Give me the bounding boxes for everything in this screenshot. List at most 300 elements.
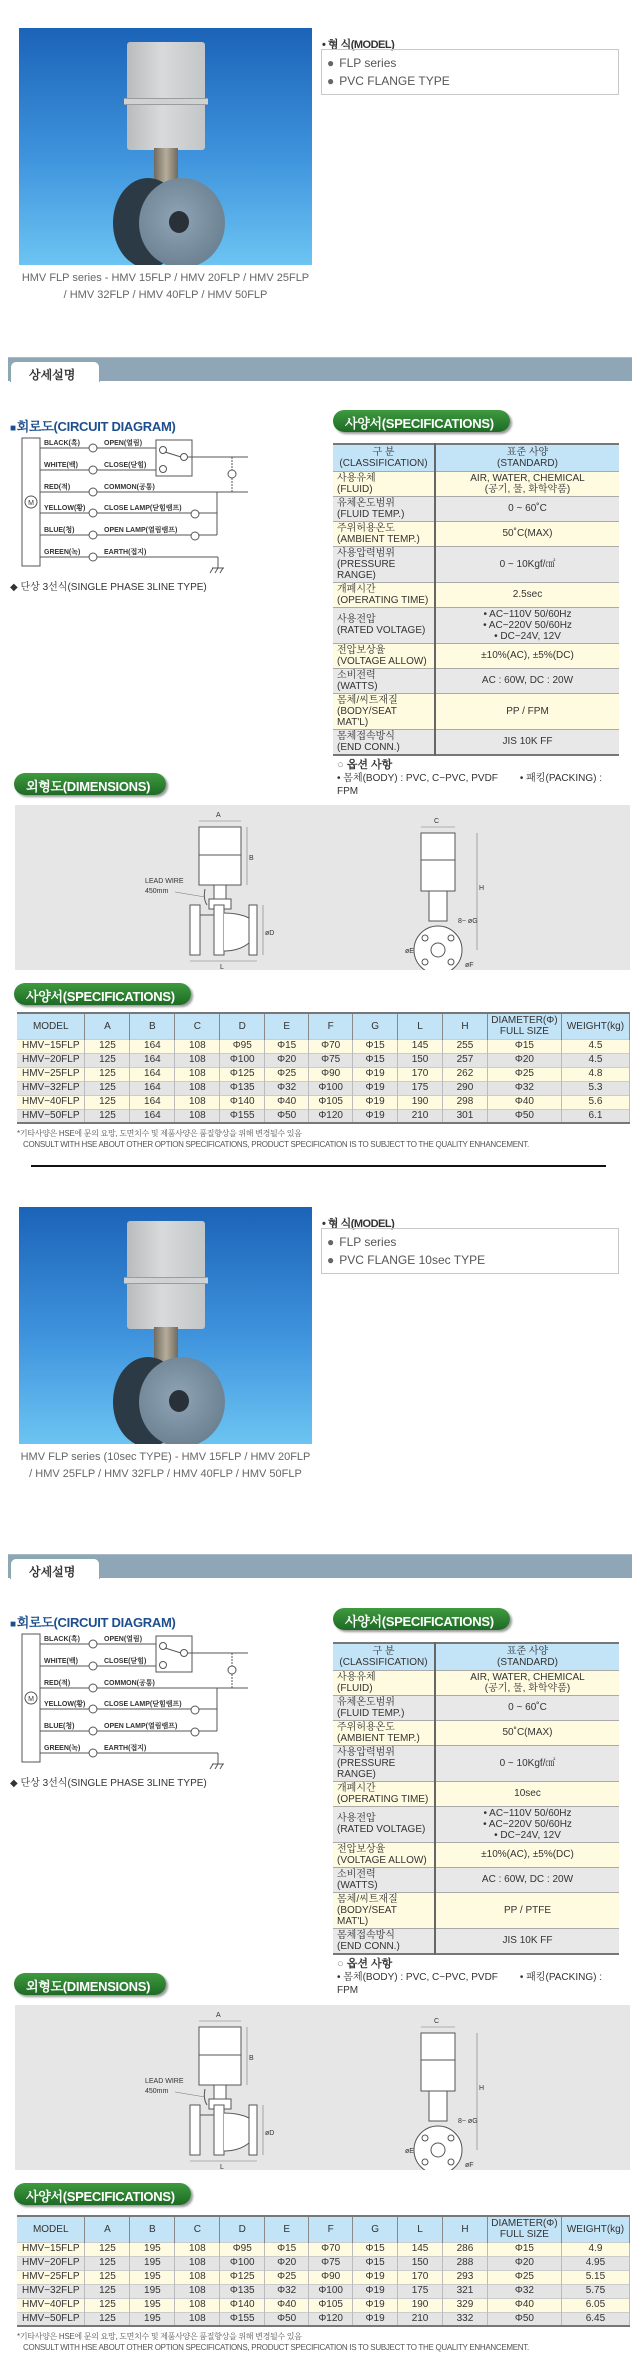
spec-row [333,729,619,755]
column-header: D [220,2216,265,2242]
spec-label-ko: 개폐시간 [337,583,376,595]
spec-value: • DC−24V, 12V [494,630,561,642]
circuit-wire [40,547,146,561]
spec-label-en: (PRESSURE RANGE) [337,1757,396,1780]
spec-label-en: (FLUID TEMP.) [337,1707,405,1719]
column-header [333,1643,435,1670]
table-cell: 190 [398,2298,443,2312]
spec-label-ko: 몸체/씨트재질 [337,694,398,706]
option-item: • 몸체(BODY) : PVC, C−PVC, PVDF [337,772,498,784]
table-cell: Φ140 [220,2298,265,2312]
terminal-icon [89,1684,97,1692]
wire-function-label: CLOSE(닫힘) [104,462,147,469]
model-cell: HMV−20FLP [17,2256,85,2270]
ac-source-icon [228,1666,236,1674]
circuit-diagram-title: ■ 회로도(CIRCUIT DIAGRAM) [10,1612,176,1631]
circuit-note: ◆ 단상 3선식(SINGLE PHASE 3LINE TYPE) [10,1778,207,1789]
column-header: MODEL [17,2216,85,2242]
table-cell: 125 [85,2284,130,2298]
dimension-label-b: B [249,2055,254,2062]
dimension-label-lead: LEAD WIRE [145,878,184,885]
dimension-label-e: øE [405,948,414,955]
table-cell: Φ20 [265,2256,309,2270]
dimension-label-c: C [434,818,440,825]
table-cell: Φ19 [353,1109,398,1123]
section-divider [31,1165,606,1167]
model-item: ● PVC FLANGE 10sec TYPE [327,1251,613,1269]
spec-label-en: (RATED VOLTAGE) [337,625,426,636]
dimension-label-f: øF [465,962,474,969]
table-cell: 125 [85,1039,130,1053]
spec-row [333,1670,619,1695]
wire-function-label: OPEN LAMP(열림램프) [104,1723,178,1730]
table-cell: Φ15 [265,1039,309,1053]
wire-color-label: WHITE(백) [44,1658,78,1665]
options-title: ○ 옵션 사항 [337,759,619,772]
table-cell: 4.8 [561,1067,629,1081]
actuator-image [127,42,205,150]
spec-label-ko: 주위허용온도 [337,522,395,534]
terminal-icon [89,531,97,539]
spec-label-en: (PRESSURE RANGE) [337,558,396,581]
options [333,1958,619,1997]
dimension-label-h: H [479,885,485,892]
circuit-diagram [0,436,260,586]
header-en: (CLASSIFICATION) [339,1656,428,1668]
dimensions-panel [15,805,630,970]
table-cell: Φ32 [265,2284,309,2298]
terminal-icon [89,509,97,517]
table-row [17,2312,630,2326]
wire-color-label: RED(적) [44,1680,71,1687]
table-cell: Φ120 [309,2312,353,2326]
wire-color-label: BLACK(흑) [44,440,80,447]
table-cell: 170 [398,1067,443,1081]
model-cell: HMV−15FLP [17,2242,85,2256]
dimension-drawing [15,805,630,970]
table-cell: 125 [85,2270,130,2284]
table-cell: 288 [443,2256,488,2270]
spec-label-en: (FLUID) [337,483,373,495]
footnote [17,2331,630,2353]
product-photo [19,28,312,265]
terminal-icon [89,1727,97,1735]
spec-value: ±10%(AC), ±5%(DC) [481,650,574,661]
dimensions-title: 외형도(DIMENSIONS) [14,1973,166,1995]
table-cell: Φ40 [487,2298,561,2312]
dimension-label-g: 8− øG [458,918,478,925]
table-cell: 125 [85,1053,130,1067]
spec-row [333,1928,619,1954]
table-cell: 255 [443,1039,488,1053]
spec-label-en: (WATTS) [337,1879,378,1891]
spec-label-ko: 사용유체 [337,1671,376,1683]
dimension-label-h: H [479,2085,485,2092]
table-cell: Φ90 [309,2270,353,2284]
column-header: B [130,2216,175,2242]
circuit-wire [40,1699,182,1713]
spec-row [333,1781,619,1806]
dimension-label-lead: LEAD WIRE [145,2078,184,2085]
dimension-label-a: A [216,812,221,819]
spec-row [333,1892,619,1928]
terminal-icon [89,1640,97,1648]
circuit-wire [40,503,182,517]
wire-color-label: YELLOW(황) [44,1701,86,1708]
table-cell: Φ19 [353,2284,398,2298]
wire-color-label: GREEN(녹) [44,1745,81,1752]
column-header: G [353,1013,398,1039]
table-cell: Φ15 [353,2242,398,2256]
product-caption: HMV FLP series (10sec TYPE) - HMV 15FLP / HMV 20FLP / HMV 25FLP / HMV 32FLP / HMV 40FLP / HMV 50FLP [20,1451,311,1480]
model-box [321,49,619,95]
spec-value: JIS 10K FF [502,1935,553,1946]
product-photo [19,1207,312,1444]
table-cell: 108 [175,2256,220,2270]
spec-row [333,1745,619,1781]
table-cell: Φ15 [487,2242,561,2256]
table-cell: Φ40 [265,1095,309,1109]
wire-color-label: GREEN(녹) [44,549,81,556]
table-row [17,2256,630,2270]
table-cell: Φ125 [220,1067,265,1081]
table-cell: 108 [175,2284,220,2298]
dimension-label-l: L [220,2164,224,2170]
circuit-wire [40,1656,146,1670]
column-header [435,1643,619,1670]
dimension-label-e: øE [405,2148,414,2155]
dimension-label-l: L [220,964,224,970]
column-header: H [443,1013,488,1039]
footnote-en: CONSULT WITH HSE ABOUT OTHER OPTION SPECIFICATIONS, PRODUCT SPECIFICATION IS TO SUBJECT TO THE QUALITY ENHANCEMENT. [23,1140,529,1149]
model-item: ● FLP series [327,54,613,72]
table-cell: 332 [443,2312,488,2326]
spec-row [333,1806,619,1842]
model-cell: HMV−50FLP [17,2312,85,2326]
spec-label-en: (BODY/SEAT MAT'L) [337,1904,397,1927]
dimension-label-lead_len: 450mm [145,888,169,895]
tab-detail-description[interactable]: 상세설명 [10,1558,100,1579]
model-cell: HMV−40FLP [17,1095,85,1109]
table-cell: 195 [130,2298,175,2312]
footnote-ko: *기타사양은 HSE에 문의 요망, 도면치수 및 제품사양은 품질향상을 위해 변경될수 있음 [17,2332,302,2341]
spec-label-ko: 소비전력 [337,669,376,681]
dimension-drawing [15,2005,630,2170]
column-header: A [85,2216,130,2242]
spec-value: AIR, WATER, CHEMICAL [470,472,585,484]
table-cell: Φ50 [265,1109,309,1123]
spec-value: JIS 10K FF [502,736,553,747]
spec-value: ±10%(AC), ±5%(DC) [481,1849,574,1860]
spec-row [333,693,619,729]
terminal-icon [89,1705,97,1713]
table-cell: Φ19 [353,1081,398,1095]
detail-tab-bar [8,357,632,381]
wire-color-label: BLUE(청) [44,1723,75,1730]
model-cell: HMV−32FLP [17,2284,85,2298]
table-cell: Φ155 [220,1109,265,1123]
circuit-diagram [0,1632,260,1782]
dimension-label-b: B [249,855,254,862]
spec-value: • DC−24V, 12V [494,1829,561,1841]
footnote-en: CONSULT WITH HSE ABOUT OTHER OPTION SPECIFICATIONS, PRODUCT SPECIFICATION IS TO SUBJECT TO THE QUALITY ENHANCEMENT. [23,2343,529,2352]
spec-label-ko: 사용압력범위 [337,547,395,559]
dimension-label-f: øF [465,2162,474,2169]
wire-function-label: COMMON(공통) [104,1680,155,1687]
table-row [17,1067,630,1081]
spec-label-ko: 유체온도범위 [337,497,395,509]
spec-label-en: (FLUID TEMP.) [337,508,405,520]
table-cell: Φ15 [353,1053,398,1067]
specifications-table [333,1642,619,1955]
table-cell: 210 [398,1109,443,1123]
spec-label-en: (RATED VOLTAGE) [337,1824,426,1835]
table-cell: Φ75 [309,1053,353,1067]
spec-label-ko: 몸체/씨트재질 [337,1893,398,1905]
wire-color-label: BLACK(흑) [44,1636,80,1643]
valve-flange-image [139,178,225,265]
table-row [17,1081,630,1095]
spec-label-ko: 사용전압 [337,1813,376,1824]
wire-function-label: OPEN(열림) [104,1636,143,1643]
open-lamp-icon [191,1728,199,1736]
table-cell: 329 [443,2298,488,2312]
spec-row [333,1695,619,1720]
wire-function-label: OPEN LAMP(열림램프) [104,527,178,534]
table-cell: 286 [443,2242,488,2256]
terminal-icon [89,1662,97,1670]
valve-flange-image [139,1357,225,1444]
spec-row [333,471,619,496]
table-cell: 125 [85,1109,130,1123]
column-header: F [309,2216,353,2242]
table-cell: Φ19 [353,2312,398,2326]
table-cell: Φ135 [220,1081,265,1095]
table-cell: Φ20 [487,2256,561,2270]
table-cell: 164 [130,1095,175,1109]
header-ko: 표준 사양 [506,446,549,458]
table-cell: Φ140 [220,1095,265,1109]
table-cell: Φ105 [309,2298,353,2312]
table-cell: Φ95 [220,1039,265,1053]
spec-label-ko: 주위허용온도 [337,1721,395,1733]
model-cell: HMV−20FLP [17,1053,85,1067]
circuit-diagram-title: ■ 회로도(CIRCUIT DIAGRAM) [10,416,176,435]
column-header: WEIGHT(kg) [561,2216,629,2242]
spec-value: 0 ~ 60˚C [508,503,547,514]
wire-function-label: EARTH(접지) [104,1745,147,1752]
wire-color-label: BLUE(청) [44,527,75,534]
table-cell: 150 [398,2256,443,2270]
table-cell: 164 [130,1053,175,1067]
dimension-table [17,2215,630,2327]
table-row [17,1095,630,1109]
option-item: • 패킹(PACKING) : FPM [337,1971,602,1996]
table-cell: Φ100 [309,1081,353,1095]
spec-label-ko: 사용유체 [337,472,376,484]
table-cell: 164 [130,1067,175,1081]
table-cell: Φ20 [487,1053,561,1067]
spec-label-en: (AMBIENT TEMP.) [337,1732,420,1744]
table-cell: Φ100 [309,2284,353,2298]
column-header: C [175,1013,220,1039]
table-cell: 150 [398,1053,443,1067]
table-cell: Φ25 [265,1067,309,1081]
wire-function-label: EARTH(접지) [104,549,147,556]
terminal-icon [89,488,97,496]
wire-color-label: YELLOW(황) [44,505,86,512]
spec-label-ko: 유체온도범위 [337,1696,395,1708]
table-row [17,2242,630,2256]
open-lamp-icon [191,532,199,540]
table-cell: Φ19 [353,2298,398,2312]
spec-label-ko: 사용전압 [337,614,376,625]
table-cell: Φ19 [353,1095,398,1109]
terminal-icon [89,466,97,474]
spec-value: (공기, 물, 화학약품) [484,1682,571,1694]
table-cell: 125 [85,1081,130,1095]
header-en: (STANDARD) [497,1656,558,1668]
close-lamp-icon [191,1706,199,1714]
dimension-label-d: øD [265,930,275,937]
spec-row [333,546,619,582]
dimensions-panel [15,2005,630,2170]
table-cell: Φ25 [487,1067,561,1081]
table-cell: 164 [130,1109,175,1123]
wire-function-label: CLOSE(닫힘) [104,1658,147,1665]
table-cell: 195 [130,2256,175,2270]
spec-label-ko: 개폐시간 [337,1782,376,1794]
table-cell: 108 [175,1067,220,1081]
column-header: MODEL [17,1013,85,1039]
spec-label-en: (VOLTAGE ALLOW) [337,655,427,667]
dimensions-title: 외형도(DIMENSIONS) [14,773,166,795]
table-cell: Φ25 [265,2270,309,2284]
specifications-title: 사양서(SPECIFICATIONS) [333,1608,510,1630]
dimension-table-title: 사양서(SPECIFICATIONS) [14,983,191,1005]
spec-row [333,521,619,546]
table-cell: 125 [85,2312,130,2326]
spec-value: AIR, WATER, CHEMICAL [470,1671,585,1683]
terminal-icon [89,1749,97,1757]
wire-function-label: COMMON(공통) [104,484,155,491]
table-cell: 170 [398,2270,443,2284]
table-cell: 195 [130,2242,175,2256]
option-item: • 패킹(PACKING) : FPM [337,772,602,797]
detail-tab-bar [8,1554,632,1578]
spec-label-en: (WATTS) [337,680,378,692]
column-header: H [443,2216,488,2242]
table-cell: Φ40 [487,1095,561,1109]
circuit-wire [40,1743,146,1757]
spec-value: 50˚C(MAX) [502,528,553,539]
table-cell: 301 [443,1109,488,1123]
spec-row [333,1720,619,1745]
dimension-label-c: C [434,2018,440,2025]
footnote [17,1128,630,1150]
spec-label-ko: 몸체접속방식 [337,730,395,742]
table-cell: 4.5 [561,1039,629,1053]
table-row [17,2270,630,2284]
model-label: • 형 식(MODEL) [322,39,395,51]
table-cell: 175 [398,2284,443,2298]
model-item: ● FLP series [327,1233,613,1251]
table-cell: 164 [130,1081,175,1095]
table-cell: 108 [175,2312,220,2326]
table-cell: Φ19 [353,1067,398,1081]
table-cell: 262 [443,1067,488,1081]
table-cell: Φ25 [487,2270,561,2284]
column-header: F [309,1013,353,1039]
spec-row [333,1842,619,1867]
table-cell: 195 [130,2312,175,2326]
spec-label-ko: 소비전력 [337,1868,376,1880]
table-cell: Φ32 [487,2284,561,2298]
table-cell: Φ15 [487,1039,561,1053]
table-cell: 195 [130,2270,175,2284]
table-cell: 6.1 [561,1109,629,1123]
column-header: A [85,1013,130,1039]
table-cell: Φ15 [353,2256,398,2270]
spec-label-en: (AMBIENT TEMP.) [337,533,420,545]
table-cell: Φ155 [220,2312,265,2326]
model-cell: HMV−25FLP [17,1067,85,1081]
column-header [435,444,619,471]
spec-value: 50˚C(MAX) [502,1727,553,1738]
table-row [17,1039,630,1053]
actuator-image [127,1221,205,1329]
circuit-wire [40,1678,155,1692]
spec-label-en: (BODY/SEAT MAT'L) [337,705,397,728]
spec-label-en: (OPERATING TIME) [337,594,429,606]
dimension-label-g: 8− øG [458,2118,478,2125]
product-caption: HMV FLP series - HMV 15FLP / HMV 20FLP / HMV 25FLP / HMV 32FLP / HMV 40FLP / HMV 50FLP [21,272,310,301]
option-item: • 몸체(BODY) : PVC, C−PVC, PVDF [337,1971,498,1983]
column-header: C [175,2216,220,2242]
dimension-label-a: A [216,2012,221,2019]
circuit-note: ◆ 단상 3선식(SINGLE PHASE 3LINE TYPE) [10,582,207,593]
table-cell: 108 [175,1039,220,1053]
wire-function-label: OPEN(열림) [104,440,143,447]
table-cell: Φ70 [309,1039,353,1053]
specifications-table [333,443,619,756]
ac-source-icon [228,470,236,478]
circuit-wire [40,438,142,452]
dimension-label-d: øD [265,2130,275,2137]
table-cell: 5.75 [561,2284,629,2298]
spec-row [333,1867,619,1892]
front-view-drawing [414,833,462,970]
tab-detail-description[interactable]: 상세설명 [10,361,100,382]
table-cell: Φ95 [220,2242,265,2256]
dimension-table-title: 사양서(SPECIFICATIONS) [14,2183,191,2205]
table-cell: Φ120 [309,1109,353,1123]
model-cell: HMV−25FLP [17,2270,85,2284]
spec-value: • AC−220V 50/60Hz [483,1818,572,1830]
table-cell: Φ100 [220,1053,265,1067]
header-ko: 구 분 [372,446,395,458]
model-cell: HMV−50FLP [17,1109,85,1123]
table-cell: 4.9 [561,2242,629,2256]
spec-label-en: (FLUID) [337,1682,373,1694]
spec-label-en: (VOLTAGE ALLOW) [337,1854,427,1866]
column-header: WEIGHT(kg) [561,1013,629,1039]
ground-icon [210,568,224,573]
table-cell: 175 [398,1081,443,1095]
table-cell: Φ105 [309,1095,353,1109]
table-row [17,2298,630,2312]
spec-row [333,643,619,668]
